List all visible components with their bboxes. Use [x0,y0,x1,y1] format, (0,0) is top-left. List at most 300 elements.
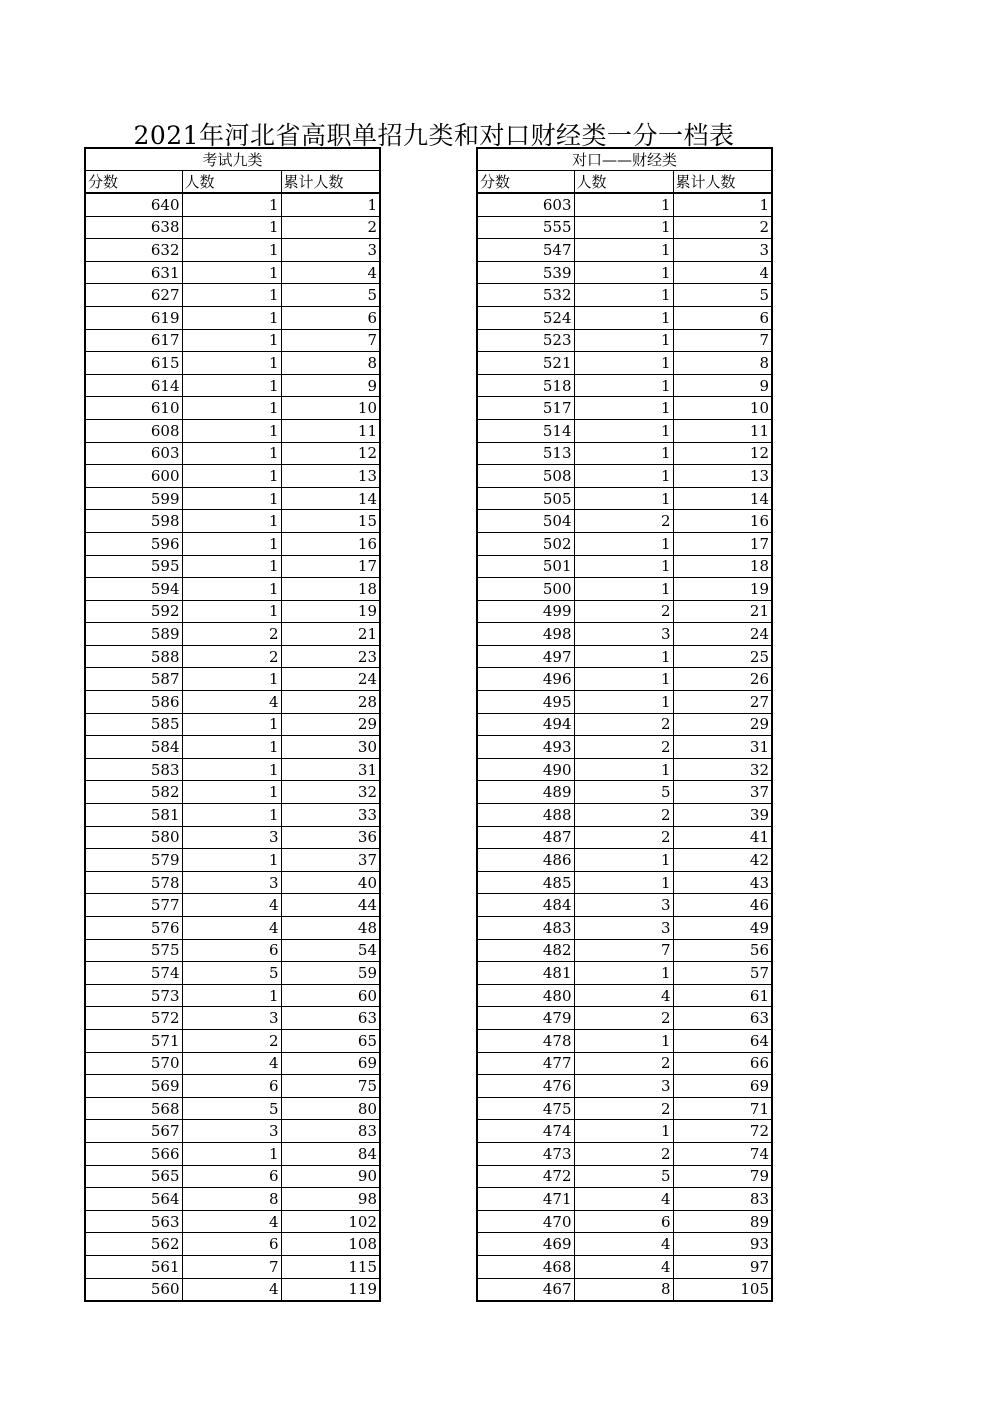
table-row [85,804,380,827]
cell-score: 640 [85,193,182,216]
cell-score: 484 [477,894,574,917]
cell-cumulative: 49 [673,917,772,940]
cell-count: 2 [574,1097,673,1120]
cell-score: 582 [85,781,182,804]
cell-count: 1 [574,261,673,284]
table-row [85,1029,380,1052]
table-row [85,1278,380,1301]
cell-cumulative: 2 [673,216,772,239]
cell-score: 603 [85,442,182,465]
cell-cumulative: 74 [673,1142,772,1165]
cell-score: 572 [85,1007,182,1030]
cell-count: 2 [182,645,281,668]
cell-score: 467 [477,1278,574,1301]
table-row [85,1255,380,1278]
cell-score: 560 [85,1278,182,1301]
table-row [85,1120,380,1143]
table-group-title: 考试九类 [85,148,380,171]
cell-score: 594 [85,578,182,601]
cell-cumulative: 71 [673,1097,772,1120]
cell-score: 470 [477,1210,574,1233]
cell-count: 2 [574,1142,673,1165]
cell-count: 4 [574,984,673,1007]
cell-score: 578 [85,871,182,894]
table-group-title: 对口——财经类 [477,148,772,171]
cell-count: 1 [182,849,281,872]
table-row [477,419,772,442]
cell-count: 1 [574,691,673,714]
cell-score: 571 [85,1029,182,1052]
table-row [477,758,772,781]
cell-count: 2 [574,600,673,623]
cell-cumulative: 119 [281,1278,380,1301]
cell-count: 1 [182,736,281,759]
cell-score: 631 [85,261,182,284]
cell-score: 603 [477,193,574,216]
cell-score: 569 [85,1075,182,1098]
cell-cumulative: 19 [281,600,380,623]
cell-cumulative: 16 [673,510,772,533]
table-row [85,781,380,804]
cell-score: 632 [85,239,182,262]
cell-count: 2 [574,713,673,736]
cell-count: 2 [574,804,673,827]
cell-score: 581 [85,804,182,827]
table-row [85,984,380,1007]
cell-score: 523 [477,329,574,352]
cell-score: 502 [477,532,574,555]
column-header-cumulative: 累计人数 [673,171,772,194]
cell-score: 600 [85,465,182,488]
cell-cumulative: 12 [281,442,380,465]
table-row [85,1097,380,1120]
cell-count: 1 [574,849,673,872]
cell-cumulative: 24 [281,668,380,691]
cell-cumulative: 56 [673,939,772,962]
cell-score: 490 [477,758,574,781]
cell-cumulative: 4 [281,261,380,284]
cell-cumulative: 37 [673,781,772,804]
cell-count: 3 [574,1075,673,1098]
table-row [477,239,772,262]
table-row [85,374,380,397]
table-row [477,691,772,714]
cell-count: 1 [182,1142,281,1165]
cell-cumulative: 89 [673,1210,772,1233]
cell-count: 3 [574,623,673,646]
cell-count: 1 [574,871,673,894]
cell-cumulative: 18 [281,578,380,601]
cell-count: 1 [182,261,281,284]
table-row [477,329,772,352]
cell-score: 495 [477,691,574,714]
cell-cumulative: 11 [281,419,380,442]
cell-score: 608 [85,419,182,442]
table-row [85,600,380,623]
table-row [477,781,772,804]
table-row [477,1233,772,1256]
table-row [85,645,380,668]
cell-score: 568 [85,1097,182,1120]
column-header-score: 分数 [477,171,574,194]
score-table-finance [476,147,773,1302]
cell-count: 1 [182,781,281,804]
cell-score: 508 [477,465,574,488]
cell-cumulative: 48 [281,917,380,940]
cell-score: 627 [85,284,182,307]
cell-score: 517 [477,397,574,420]
cell-score: 595 [85,555,182,578]
table-row [85,736,380,759]
table-row [477,1120,772,1143]
cell-score: 487 [477,826,574,849]
table-row [477,1210,772,1233]
table-row [85,465,380,488]
cell-count: 1 [182,193,281,216]
cell-count: 1 [182,510,281,533]
cell-cumulative: 69 [281,1052,380,1075]
cell-count: 1 [574,487,673,510]
cell-score: 499 [477,600,574,623]
cell-score: 587 [85,668,182,691]
cell-cumulative: 44 [281,894,380,917]
table-body [85,193,380,1301]
cell-score: 497 [477,645,574,668]
cell-cumulative: 21 [281,623,380,646]
cell-cumulative: 8 [673,352,772,375]
cell-count: 4 [574,1233,673,1256]
table-row [85,871,380,894]
cell-score: 494 [477,713,574,736]
cell-cumulative: 90 [281,1165,380,1188]
table-row [477,600,772,623]
cell-score: 473 [477,1142,574,1165]
cell-score: 574 [85,962,182,985]
cell-count: 4 [182,1278,281,1301]
cell-count: 2 [574,1007,673,1030]
cell-count: 1 [574,419,673,442]
cell-count: 1 [574,758,673,781]
cell-score: 469 [477,1233,574,1256]
cell-count: 1 [182,804,281,827]
cell-score: 489 [477,781,574,804]
cell-score: 486 [477,849,574,872]
table-row [477,1029,772,1052]
column-header-score: 分数 [85,171,182,194]
table-row [85,239,380,262]
cell-cumulative: 32 [673,758,772,781]
cell-count: 5 [574,781,673,804]
cell-cumulative: 5 [281,284,380,307]
cell-cumulative: 59 [281,962,380,985]
cell-count: 1 [574,1120,673,1143]
table-row [85,193,380,216]
cell-cumulative: 39 [673,804,772,827]
table-row [85,442,380,465]
cell-cumulative: 9 [281,374,380,397]
cell-score: 563 [85,1210,182,1233]
cell-count: 1 [182,329,281,352]
cell-score: 504 [477,510,574,533]
cell-score: 547 [477,239,574,262]
cell-count: 1 [574,555,673,578]
cell-count: 1 [182,216,281,239]
cell-cumulative: 13 [281,465,380,488]
cell-score: 532 [477,284,574,307]
cell-cumulative: 23 [281,645,380,668]
cell-count: 2 [182,1029,281,1052]
cell-score: 599 [85,487,182,510]
cell-count: 1 [574,329,673,352]
cell-count: 1 [574,645,673,668]
table-row [85,1210,380,1233]
cell-score: 521 [477,352,574,375]
table-row [477,871,772,894]
cell-count: 2 [574,826,673,849]
cell-score: 565 [85,1165,182,1188]
cell-score: 573 [85,984,182,1007]
table-row [477,849,772,872]
table-row [477,804,772,827]
cell-cumulative: 32 [281,781,380,804]
cell-count: 1 [574,352,673,375]
cell-score: 638 [85,216,182,239]
column-header-count: 人数 [574,171,673,194]
table-row [477,668,772,691]
cell-score: 586 [85,691,182,714]
cell-score: 598 [85,510,182,533]
cell-score: 496 [477,668,574,691]
cell-count: 7 [182,1255,281,1278]
cell-count: 6 [182,1165,281,1188]
cell-count: 5 [574,1165,673,1188]
table-row [477,736,772,759]
cell-count: 1 [182,668,281,691]
table-body [477,193,772,1301]
cell-count: 1 [574,465,673,488]
table-row [477,939,772,962]
cell-cumulative: 115 [281,1255,380,1278]
table-row [477,442,772,465]
table-row [85,894,380,917]
table-row [85,261,380,284]
cell-count: 1 [574,1029,673,1052]
cell-cumulative: 83 [281,1120,380,1143]
table-row [85,1233,380,1256]
table-row [477,962,772,985]
cell-count: 1 [182,397,281,420]
cell-cumulative: 46 [673,894,772,917]
table-row [85,510,380,533]
table-row [477,894,772,917]
cell-score: 566 [85,1142,182,1165]
cell-cumulative: 9 [673,374,772,397]
cell-cumulative: 63 [673,1007,772,1030]
cell-cumulative: 80 [281,1097,380,1120]
cell-cumulative: 36 [281,826,380,849]
cell-count: 1 [182,352,281,375]
table-row [477,623,772,646]
cell-score: 579 [85,849,182,872]
table-row [85,1007,380,1030]
table-row [85,1052,380,1075]
cell-cumulative: 64 [673,1029,772,1052]
cell-cumulative: 14 [673,487,772,510]
cell-count: 1 [574,239,673,262]
cell-score: 482 [477,939,574,962]
cell-count: 8 [182,1188,281,1211]
cell-cumulative: 98 [281,1188,380,1211]
cell-score: 479 [477,1007,574,1030]
cell-cumulative: 17 [281,555,380,578]
cell-score: 580 [85,826,182,849]
cell-score: 513 [477,442,574,465]
cell-cumulative: 6 [673,306,772,329]
cell-count: 1 [182,442,281,465]
cell-score: 518 [477,374,574,397]
table-row [85,578,380,601]
column-header-count: 人数 [182,171,281,194]
cell-cumulative: 69 [673,1075,772,1098]
cell-count: 3 [182,1120,281,1143]
cell-score: 589 [85,623,182,646]
cell-cumulative: 79 [673,1165,772,1188]
cell-score: 539 [477,261,574,284]
cell-cumulative: 84 [281,1142,380,1165]
cell-score: 575 [85,939,182,962]
cell-count: 1 [574,284,673,307]
table-row [85,849,380,872]
cell-count: 4 [182,1052,281,1075]
cell-count: 3 [182,871,281,894]
cell-score: 583 [85,758,182,781]
table-row [477,645,772,668]
table-row [85,397,380,420]
cell-count: 3 [574,894,673,917]
cell-cumulative: 25 [673,645,772,668]
cell-count: 3 [182,1007,281,1030]
cell-cumulative: 8 [281,352,380,375]
table-row [85,939,380,962]
cell-cumulative: 42 [673,849,772,872]
cell-count: 1 [182,555,281,578]
table-row [477,216,772,239]
cell-cumulative: 75 [281,1075,380,1098]
cell-count: 1 [182,284,281,307]
cell-cumulative: 21 [673,600,772,623]
cell-score: 483 [477,917,574,940]
cell-count: 6 [182,1075,281,1098]
cell-count: 1 [574,442,673,465]
table-row [477,532,772,555]
cell-count: 6 [182,1233,281,1256]
cell-cumulative: 28 [281,691,380,714]
table-row [85,487,380,510]
cell-cumulative: 41 [673,826,772,849]
table-row [85,668,380,691]
cell-cumulative: 31 [673,736,772,759]
table-row [477,713,772,736]
cell-score: 555 [477,216,574,239]
table-row [477,193,772,216]
cell-cumulative: 65 [281,1029,380,1052]
cell-count: 1 [182,532,281,555]
table-row [85,555,380,578]
table-row [85,1142,380,1165]
cell-count: 1 [182,419,281,442]
cell-score: 576 [85,917,182,940]
cell-score: 596 [85,532,182,555]
cell-cumulative: 19 [673,578,772,601]
table-row [85,352,380,375]
cell-count: 1 [574,532,673,555]
cell-count: 4 [182,1210,281,1233]
cell-count: 1 [182,374,281,397]
cell-cumulative: 31 [281,758,380,781]
cell-count: 1 [182,239,281,262]
cell-cumulative: 26 [673,668,772,691]
cell-score: 619 [85,306,182,329]
cell-cumulative: 7 [673,329,772,352]
cell-score: 584 [85,736,182,759]
table-row [85,1188,380,1211]
cell-cumulative: 27 [673,691,772,714]
table-row [85,284,380,307]
cell-score: 617 [85,329,182,352]
cell-cumulative: 6 [281,306,380,329]
table-row [477,1052,772,1075]
cell-score: 615 [85,352,182,375]
cell-count: 1 [182,713,281,736]
cell-cumulative: 108 [281,1233,380,1256]
table-row [477,1007,772,1030]
table-row [477,917,772,940]
cell-score: 561 [85,1255,182,1278]
cell-score: 500 [477,578,574,601]
table-row [477,510,772,533]
cell-cumulative: 33 [281,804,380,827]
table-row [477,826,772,849]
cell-count: 4 [182,691,281,714]
cell-score: 610 [85,397,182,420]
cell-count: 1 [182,487,281,510]
table-row [477,1188,772,1211]
cell-cumulative: 18 [673,555,772,578]
cell-score: 488 [477,804,574,827]
cell-score: 570 [85,1052,182,1075]
table-row [85,329,380,352]
table-row [85,623,380,646]
table-row [477,261,772,284]
table-row [477,352,772,375]
cell-score: 585 [85,713,182,736]
cell-cumulative: 1 [673,193,772,216]
cell-score: 514 [477,419,574,442]
cell-cumulative: 54 [281,939,380,962]
cell-score: 577 [85,894,182,917]
table-row [85,713,380,736]
cell-cumulative: 37 [281,849,380,872]
cell-cumulative: 66 [673,1052,772,1075]
cell-count: 1 [574,193,673,216]
cell-cumulative: 3 [281,239,380,262]
cell-count: 4 [574,1255,673,1278]
cell-cumulative: 14 [281,487,380,510]
cell-cumulative: 102 [281,1210,380,1233]
table-row [477,487,772,510]
cell-count: 1 [182,578,281,601]
cell-cumulative: 16 [281,532,380,555]
